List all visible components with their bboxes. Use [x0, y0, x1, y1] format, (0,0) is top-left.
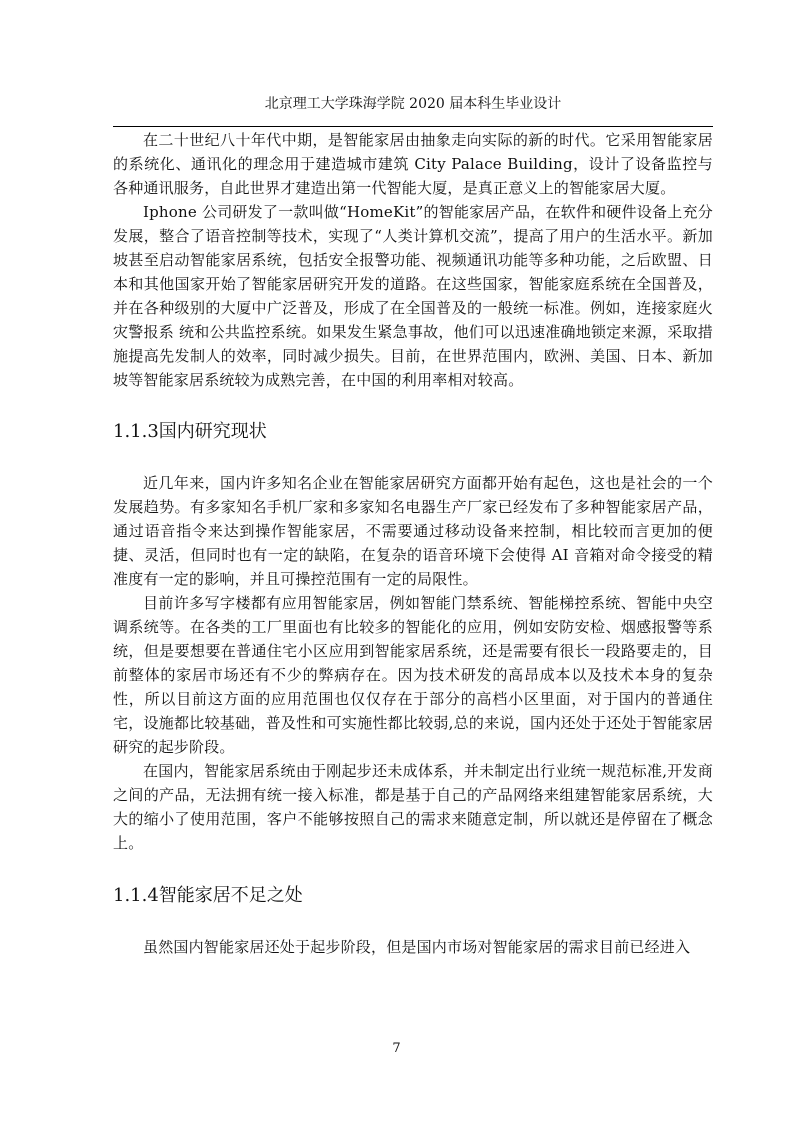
paragraph-1: 在二十世纪八十年代中期，是智能家居由抽象走向实际的新的时代。它采用智能家居的系统化、通讯化的理念用于建造城市建筑 City Palace Building，设计了设备监控与各种通讯服务，自此世界才建造出第一代智能大厦，是真正意义上的智能家居大厦。 [113, 131, 713, 197]
section-heading-1-1-4: 1.1.4智能家居不足之处 [113, 885, 303, 906]
paragraph-3: 近几年来，国内许多知名企业在智能家居研究方面都开始有起色，这也是社会的一个发展趋势。有多家知名手机厂家和多家知名电器生产厂家已经发布了多种智能家居产品，通过语音指令来达到操作智能家居，不需要通过移动设备来控制，相比较而言更加的便捷、灵活，但同时也有一定的缺陷，在复杂的语音环境下会使得 AI 音箱对命令接受的精准度有一定的影响，并且可操控范围有一定的局限性。 [113, 474, 713, 588]
section-heading-1-1-3: 1.1.3国内研究现状 [113, 421, 267, 442]
paragraph-2: Iphone 公司研发了一款叫做“HomeKit”的智能家居产品，在软件和硬件设备上充分发展，整合了语音控制等技术，实现了“人类计算机交流”，提高了用户的生活水平。新加坡甚至启动智能家居系统，包括安全报警功能、视频通讯功能等多种功能，之后欧盟、日本和其他国家开始了智能家居研究开发的道路。在这些国家，智能家庭系统在全国普及，并在各种级别的大厦中广泛普及，形成了在全国普及的一般统一标准。例如，连接家庭火灾警报系 统和公共监控系统。如果发生紧急事故，他们可以迅速准确地锁定来源，采取措施提高先发制人的效率，同时减少损失。目前，在世界范围内，欧洲、美国、日本、新加坡等智能家居系统较为成熟完善，在中国的利用率相对较高。 [113, 203, 713, 389]
page-header: 北京理工大学珠海学院 2020 届本科生毕业设计 [264, 96, 562, 112]
paragraph-5: 在国内，智能家居系统由于刚起步还未成体系，并未制定出行业统一规范标准,开发商之间的产品，无法拥有统一接入标准，都是基于自己的产品网络来组建智能家居系统，大大的缩小了使用范围，客户不能够按照自己的需求来随意定制，所以就还是停留在了概念上。 [113, 762, 713, 852]
page-content [113, 126, 713, 959]
page-number: 7 [392, 1041, 401, 1056]
paragraph-4: 目前许多写字楼都有应用智能家居，例如智能门禁系统、智能梯控系统、智能中央空调系统等。在各类的工厂里面也有比较多的智能化的应用，例如安防安检、烟感报警等系统，但是要想要在普通住宅小区应用到智能家居系统，还是需要有很长一段路要走的，目前整体的家居市场还有不少的弊病存在。因为技术研发的高昂成本以及技术本身的复杂性，所以目前这方面的应用范围也仅仅存在于部分的高档小区里面，对于国内的普通住宅，设施都比较基础，普及性和可实施性都比较弱,总的来说，国内还处于还处于智能家居研究的起步阶段。 [113, 594, 713, 756]
paragraph-6: 虽然国内智能家居还处于起步阶段，但是国内市场对智能家居的需求目前已经进入 [143, 938, 691, 956]
